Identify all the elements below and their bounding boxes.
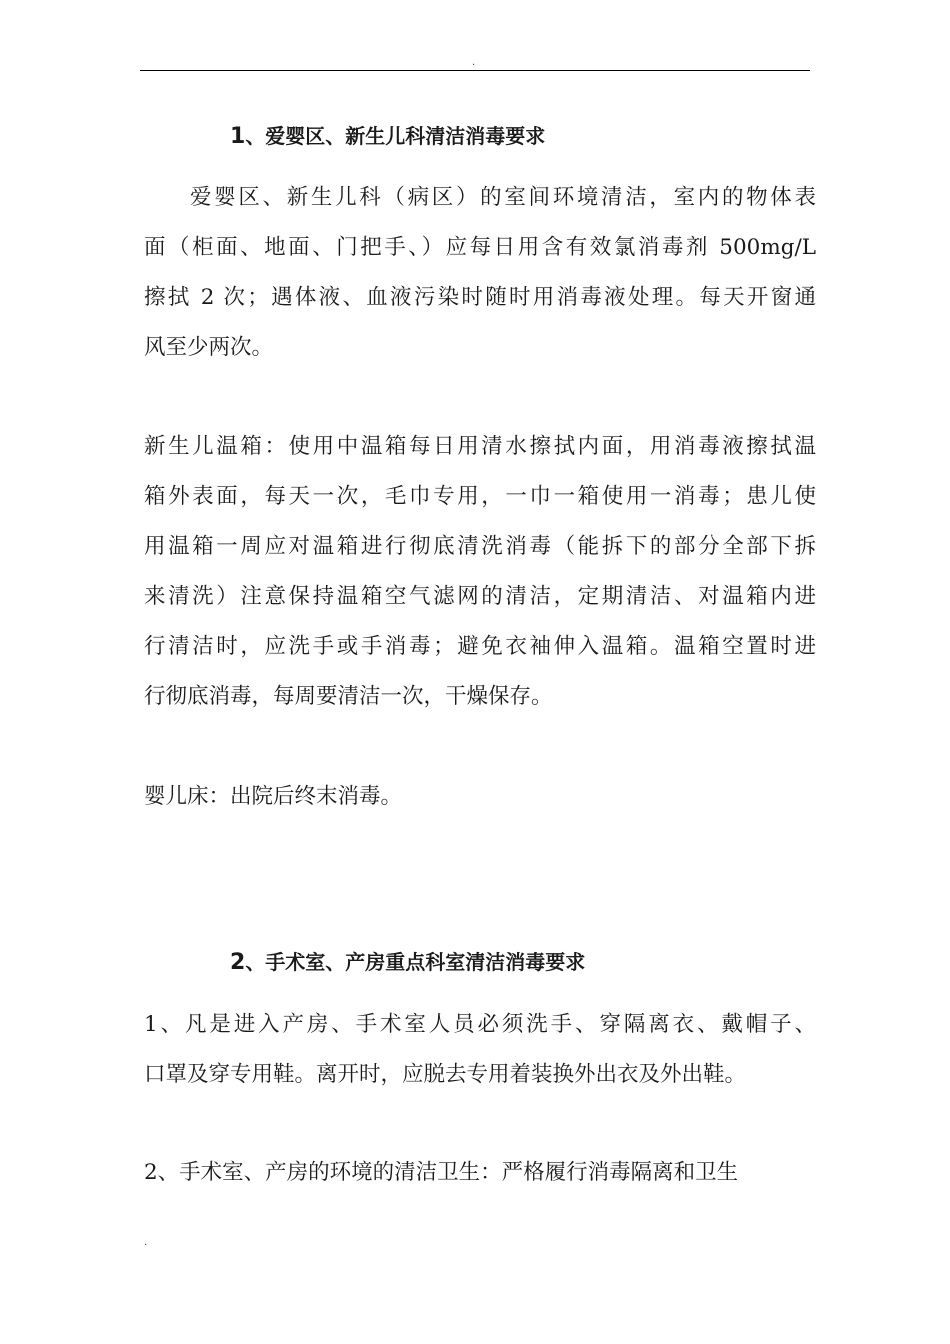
section1-paragraph-2 <box>144 422 816 722</box>
section2-item-1 <box>144 1000 816 1100</box>
paragraph-line: 1、凡是进入产房、手术室人员必须洗手、穿隔离衣、戴帽子、 <box>144 1012 816 1037</box>
paragraph-line: 来清洗）注意保持温箱空气滤网的清洁，定期清洁、对温箱内进 <box>144 584 816 609</box>
section2-heading <box>230 947 585 978</box>
paragraph-line: 擦拭 2 次；遇体液、血液污染时随时用消毒液处理。每天开窗通 <box>144 285 816 310</box>
section1-paragraph-3 <box>144 772 816 822</box>
section1-paragraph-1 <box>144 173 816 373</box>
header-mark: . <box>472 57 476 68</box>
paragraph-line: 面（柜面、地面、门把手、）应每日用含有效氯消毒剂 500mg/L <box>144 235 816 260</box>
footer-mark: . <box>144 1237 148 1248</box>
section1-heading <box>230 121 545 152</box>
paragraph-line: 风至少两次。 <box>144 335 274 360</box>
section1-number: 1 <box>230 124 246 149</box>
section1-title: 、爱婴区、新生儿科清洁消毒要求 <box>245 124 546 148</box>
paragraph-line: 2、手术室、产房的环境的清洁卫生：严格履行消毒隔离和卫生 <box>144 1160 739 1185</box>
paragraph-line: 口罩及穿专用鞋。离开时，应脱去专用着装换外出衣及外出鞋。 <box>144 1062 747 1087</box>
paragraph-line: 新生儿温箱：使用中温箱每日用清水擦拭内面，用消毒液擦拭温 <box>144 434 816 459</box>
section2-item-2 <box>144 1148 816 1198</box>
paragraph-line: 爱婴区、新生儿科（病区）的室间环境清洁，室内的物体表 <box>190 185 816 210</box>
section2-title: 、手术室、产房重点科室清洁消毒要求 <box>245 950 586 974</box>
paragraph-line: 用温箱一周应对温箱进行彻底清洗消毒（能拆下的部分全部下拆 <box>144 534 816 559</box>
paragraph-line: 行彻底消毒，每周要清洁一次，干燥保存。 <box>144 684 553 709</box>
paragraph-line: 婴儿床：出院后终末消毒。 <box>144 784 403 809</box>
header-rule <box>140 70 810 71</box>
paragraph-line: 箱外表面，每天一次，毛巾专用，一巾一箱使用一消毒；患儿使 <box>144 484 816 509</box>
paragraph-line: 行清洁时，应洗手或手消毒；避免衣袖伸入温箱。温箱空置时进 <box>144 634 816 659</box>
section2-number: 2 <box>230 950 246 975</box>
